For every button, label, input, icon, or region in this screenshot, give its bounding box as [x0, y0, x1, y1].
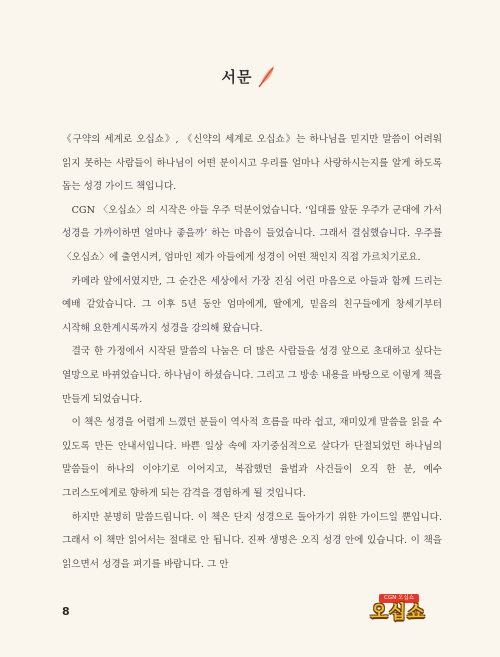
paragraph: 결국 한 가정에서 시작된 말씀의 나눔은 더 많은 사람들을 성경 앞으로 초대하고 싶다는 열망으로 바뀌었습니다. 하나님이 하셨습니다. 그리고 그 방송 내용을 바탕으로 이렇게 책을 만들게 되었습니다. — [62, 346, 442, 405]
logo-top-label: CGN 오십쇼 — [379, 594, 419, 603]
paragraph: 카메라 앞에서였지만, 그 순간은 세상에서 가장 진심 어린 마음으로 아들과 함께 드리는 예배 같았습니다. 그 이후 5년 동안 엄마에게, 딸에게, 믿음의 친구들에게 창세기부터 시작해 요한계시록까지 성경을 강의해 왔습니다. — [62, 275, 442, 334]
paragraph: 이 책은 성경을 어렵게 느꼈던 분들이 역사적 흐름을 따라 쉽고, 재미있게 말씀을 읽을 수 있도록 만든 안내서입니다. 바쁜 일상 속에 자기중심적으로 살다가 단절되었던 하나님의 말씀들이 하나의 이야기로 이어지고, 복잡했던 율법과 사건들이 오직 한 분, 예수 그리스도에게로 향하게 되는 감격을 경험하게 될 것입니다. — [62, 417, 442, 499]
paragraph: 《구약의 세계로 오십쇼》, 《신약의 세계로 오십쇼》는 하나님을 믿지만 말씀이 어려워 읽지 못하는 사람들이 하나님이 어떤 분이시고 우리를 얼마나 사랑하시는지를 알게 하도록 돕는 성경 가이드 책입니다. — [62, 134, 442, 193]
title-block — [0, 64, 500, 88]
page-number: 8 — [62, 605, 70, 618]
paragraph: CGN 〈오십쇼〉의 시작은 아들 우주 덕분이었습니다. ‘입대를 앞둔 우주가 군대에 가서 성경을 가까이하면 얼마나 좋을까’ 하는 마음이 들었습니다. 그래서 결심했습니다. 우주를 〈오십쇼〉에 출연시켜, 엄마인 제가 아들에게 성경이 어떤 책인지 직접 가르치기로요. — [62, 204, 442, 263]
paragraph: 하지만 분명히 말씀드립니다. 이 책은 단지 성경으로 돌아가기 위한 가이드일 뿐입니다. 그래서 이 책만 읽어서는 절대로 안 됩니다. 진짜 생명은 오직 성경 안에 있습니다. 이 책을 읽으면서 성경을 펴기를 바랍니다. 그 안 — [62, 511, 442, 570]
logo-main-text: 오십쇼 — [370, 602, 426, 623]
preface-body — [62, 128, 442, 576]
oshipshow-logo — [355, 594, 441, 624]
page-title: 서문 — [221, 67, 253, 86]
feather-quill-icon — [256, 64, 278, 88]
